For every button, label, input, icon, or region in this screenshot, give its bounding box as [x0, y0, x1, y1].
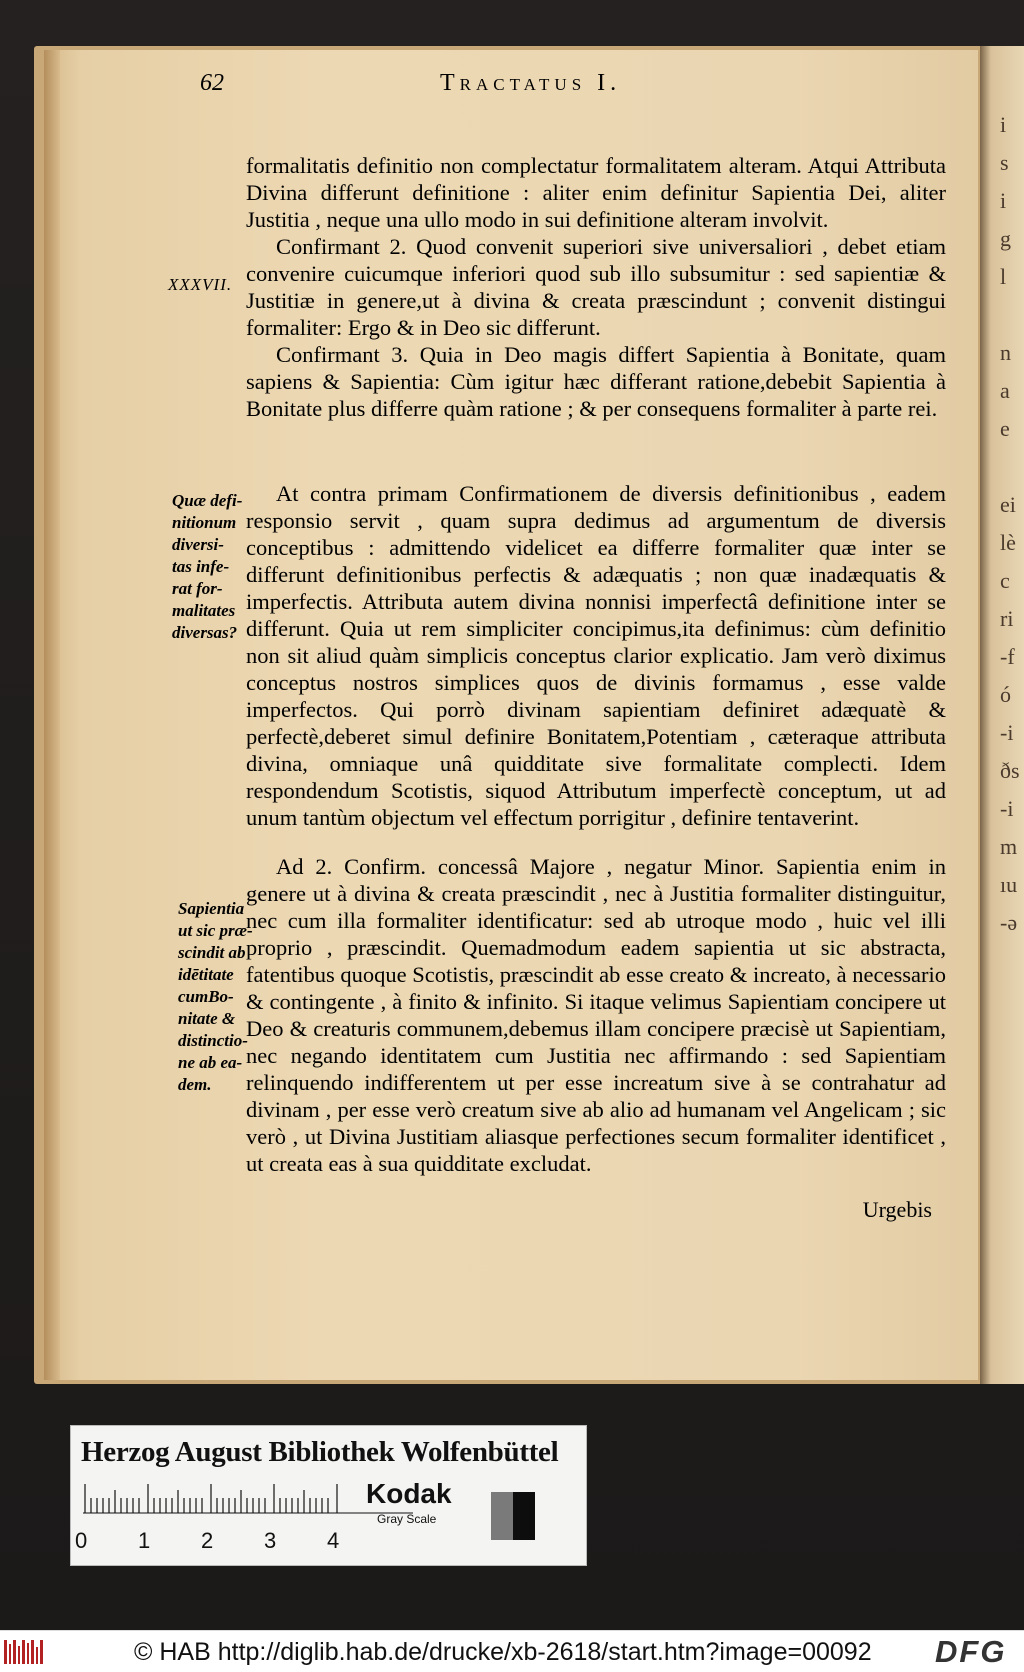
catchword: Urgebis: [862, 1197, 932, 1222]
facing-page-bleed: i s i g l n a e ei lè c ri -f ó -i ðs -i m ıu -ə: [1000, 112, 1020, 935]
scale-label-2: 2: [201, 1528, 214, 1553]
scale-label-4: 4: [327, 1528, 340, 1553]
ruler-scale: [83, 1484, 413, 1514]
page-header: [200, 70, 890, 100]
text-block-lower: [246, 853, 946, 1177]
barcode-icon: [4, 1638, 48, 1666]
paragraph-continuation: formalitatis definitio non complectatur formalitatem alteram. Atqui Attributa Divina differunt definitione : aliter enim definitur Sapientia Dei, aliter Justitia , neque una ullo modo in sui definitione alteram involvit.: [246, 153, 946, 232]
running-title: Tractatus I.: [440, 70, 622, 96]
folio-number: 62: [200, 70, 224, 96]
margin-note-definitions: Quæ defi- nitionum diversi- tas infe- rat for- malitates diversas?: [172, 491, 243, 642]
text-block-upper: [246, 152, 946, 422]
scale-label-3: 3: [264, 1528, 277, 1553]
paragraph-confirmant-2: Confirmant 2. Quod convenit superiori sive universaliori , debet etiam convenire cuicumque inferiori quod sub illo subsumitur : sed sapientiæ & Justitiæ in genere,ut à divina & creata præscindunt ; convenit distingui formaliter: Ergo & in Deo sic differunt.: [246, 234, 946, 340]
facing-page: [980, 46, 1024, 1384]
library-name: Herzog August Bibliothek Wolfenbüttel: [81, 1436, 559, 1468]
black-swatch: [513, 1492, 535, 1540]
color-target-card: [70, 1425, 587, 1566]
kodak-logo: Kodak: [366, 1478, 452, 1509]
paragraph-response-2: Ad 2. Confirm. concessâ Majore , negatur Minor. Sapientia enim in genere ut à divina & creata præscindit , nec à Justitia formaliter distinguitur, nec cum illa formaliter identificatur: sed ab utroque modo , huic vel illi proprio , præscindit. Quemadmodum eadem sapientia ut sic abstracta, fatentibus quoque Scotistis, præscindit ab esse creato & increato, à necessario & contingente , à finito & infinito. Si itaque velimus Sapientiam concipere ut Deo & creaturis communem,debemus illam concipere præcisè ut Sapientiam, nec negando identitatem cum Justitia nec affirmando : sed Sapientiam relinquendo indifferentem ut per esse increatum sive à se contrahatur ad divinam , per esse verò creatum sive ab alio ad humanam vel Angelicam ; sic verò , ut Divina Justitiam aliasque perfectiones secum formaliter identificet , ut creata eas à sua quidditate excludat.: [246, 854, 946, 1176]
scale-label-1: 1: [138, 1528, 151, 1553]
section-number: XXXVII.: [168, 275, 233, 294]
footer-bar: [0, 1630, 1024, 1672]
gray-scale-label: Gray Scale: [377, 1512, 437, 1526]
paragraph-response-1: At contra primam Confirmationem de diversis definitionibus , eadem responsio servit , quam supra dedimus ad argumentum de diversis conceptibus : admittendo videlicet ea differre formaliter quæ inter se differunt definitionibus perfectis & adæquatis ; non quæ inadæquatis & imperfectis. Attributa autem divina nonnisi imperfectâ definitione inter se differunt. Quia ut rem simpliciter concipimus,ita definimus: cùm definitio non sit aliud quàm simplicis conceptus clarior explicatio. Jam verò diximus conceptus nostros simplices quos de divinis formamus , esse valde imperfectos. Qui porrò divinam sapientiam definiret adæquatè & perfectè,deberet simul definire Bonitatem,Potentiam , cæteraque attributa divina, omniaque unâ quidditate sive formalitate complecti. Idem respondendum Scotistis, siquod Attributum imperfectè conceptum, ut ad unum tantùm objectum vel effectum porrigitur , definire tentaverint.: [246, 481, 946, 830]
scale-label-0: 0: [75, 1528, 88, 1553]
page-gutter: [44, 50, 60, 1380]
dfg-logo: DFG: [935, 1634, 1007, 1669]
paragraph-confirmant-3: Confirmant 3. Quia in Deo magis differt Sapientia à Bonitate, quam sapiens & Sapientia: Cùm igitur hæc differant ratione,debebit Sapientia à Bonitate plus differre quàm ratione ; & per consequens formaliter à parte rei.: [246, 342, 946, 421]
copyright-url[interactable]: © HAB http://diglib.hab.de/drucke/xb-2618/start.htm?image=00092: [134, 1638, 872, 1666]
margin-note-sapientia: Sapientia ut sic præ- scindit ab idētitate cumBo- nitate & distinctio- ne ab ea- dem.: [178, 899, 253, 1094]
text-block-middle: [246, 480, 946, 831]
gray-swatch: [491, 1492, 513, 1540]
